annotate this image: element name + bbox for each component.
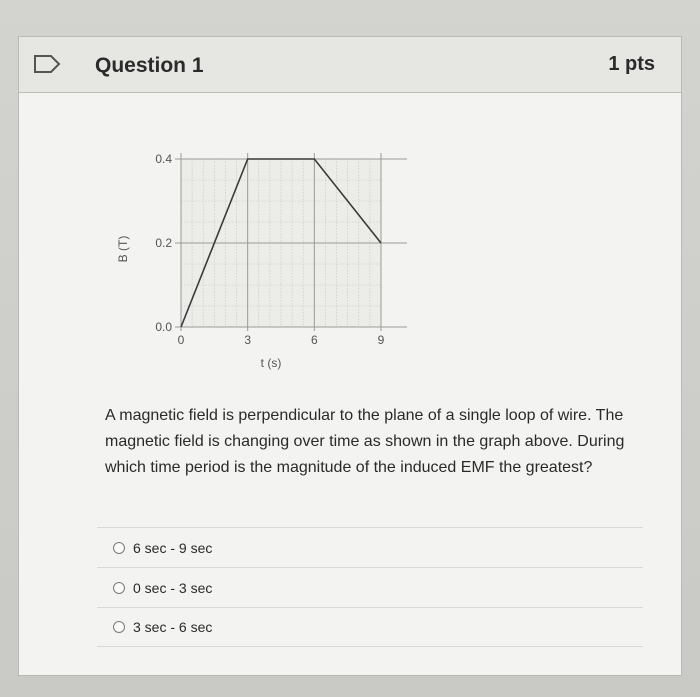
answer-option-1[interactable] — [97, 527, 643, 567]
x-axis-label: t (s) — [260, 356, 282, 370]
answer-option-2[interactable] — [97, 567, 643, 607]
y-tick-label: 0.0 — [155, 320, 172, 334]
answer-label: 0 sec - 3 sec — [133, 579, 213, 596]
question-card — [18, 36, 682, 676]
x-tick-label: 6 — [310, 333, 318, 347]
y-axis-label: B (T) — [116, 235, 130, 263]
question-title: Question 1 — [95, 54, 204, 77]
x-tick-label: 9 — [377, 333, 385, 347]
answer-option-3[interactable] — [97, 607, 643, 647]
question-points: 1 pts — [608, 53, 655, 75]
question-text: A magnetic field is perpendicular to the plane of a single loop of wire. The magnetic field is changing over time as shown in the graph above. During which time period is the magnitude of the induced EMF the greatest? — [105, 407, 625, 476]
answer-list — [97, 527, 643, 647]
radio-button[interactable] — [113, 621, 125, 633]
y-tick-label: 0.2 — [155, 236, 172, 250]
radio-button[interactable] — [113, 542, 125, 554]
question-header — [19, 37, 681, 93]
radio-button[interactable] — [113, 582, 125, 594]
bfield-graph — [99, 137, 419, 382]
answer-label: 3 sec - 6 sec — [133, 619, 213, 635]
flag-question-icon[interactable] — [33, 53, 63, 75]
graph-svg — [99, 137, 419, 382]
y-tick-label: 0.4 — [155, 152, 172, 166]
answer-label: 6 sec - 9 sec — [133, 539, 213, 556]
x-tick-label: 3 — [244, 333, 252, 347]
x-tick-label: 0 — [177, 333, 185, 347]
